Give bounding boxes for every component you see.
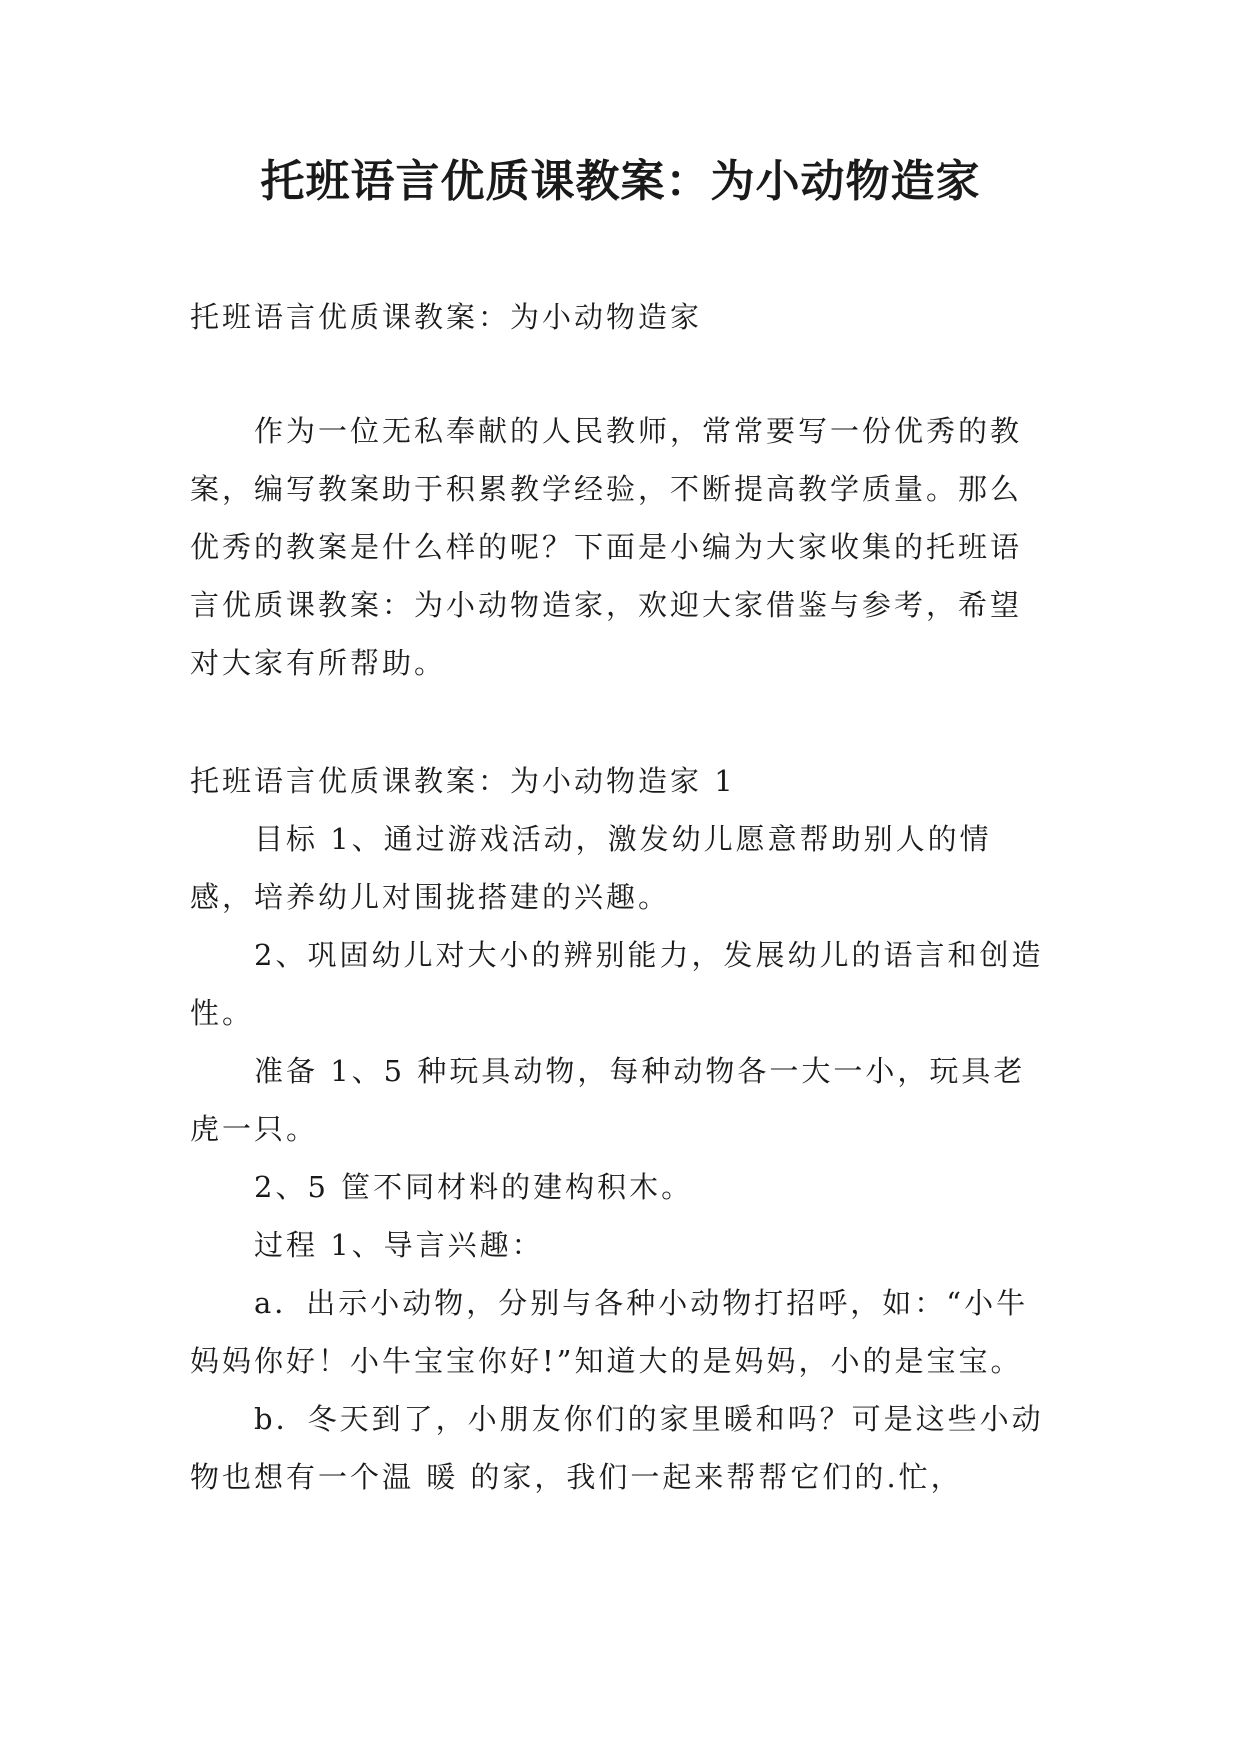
page-title: 托班语言优质课教案：为小动物造家 <box>260 156 981 207</box>
section-heading: 托班语言优质课教案：为小动物造家 1 <box>190 764 736 798</box>
paragraph-goal-1: 目标 1、通过游戏活动，激发幼儿愿意帮助别人的情感，培养幼儿对围拢搭建的兴趣。 <box>190 822 992 914</box>
paragraph-process-1: 过程 1、导言兴趣： <box>254 1228 544 1262</box>
subtitle-text: 托班语言优质课教案：为小动物造家 <box>190 300 703 334</box>
paragraph-process-b: b．冬天到了，小朋友你们的家里暖和吗？可是这些小动物也想有一个温 暖 的家，我们一起来帮帮它们的.忙， <box>190 1402 1044 1494</box>
paragraph-goal-2: 2、巩固幼儿对大小的辨别能力，发展幼儿的语言和创造性。 <box>190 938 1044 1030</box>
document-subtitle <box>190 288 1052 346</box>
lesson-section <box>190 752 1052 1506</box>
intro-paragraph: 作为一位无私奉献的人民教师，常常要写一份优秀的教案，编写教案助于积累教学经验，不断提高教学质量。那么优秀的教案是什么样的呢？下面是小编为大家收集的托班语言优质课教案：为小动物造家，欢迎大家借鉴与参考，希望对大家有所帮助。 <box>190 414 1023 680</box>
paragraph-prep-2: 2、5 筐不同材料的建构积木。 <box>254 1170 694 1204</box>
intro-section <box>190 402 1052 692</box>
paragraph-process-a: a．出示小动物，分别与各种小动物打招呼，如：“小牛妈妈你好！小牛宝宝你好!”知道大的是妈妈，小的是宝宝。 <box>190 1286 1029 1378</box>
paragraph-prep-1: 准备 1、5 种玩具动物，每种动物各一大一小，玩具老虎一只。 <box>190 1054 1026 1146</box>
